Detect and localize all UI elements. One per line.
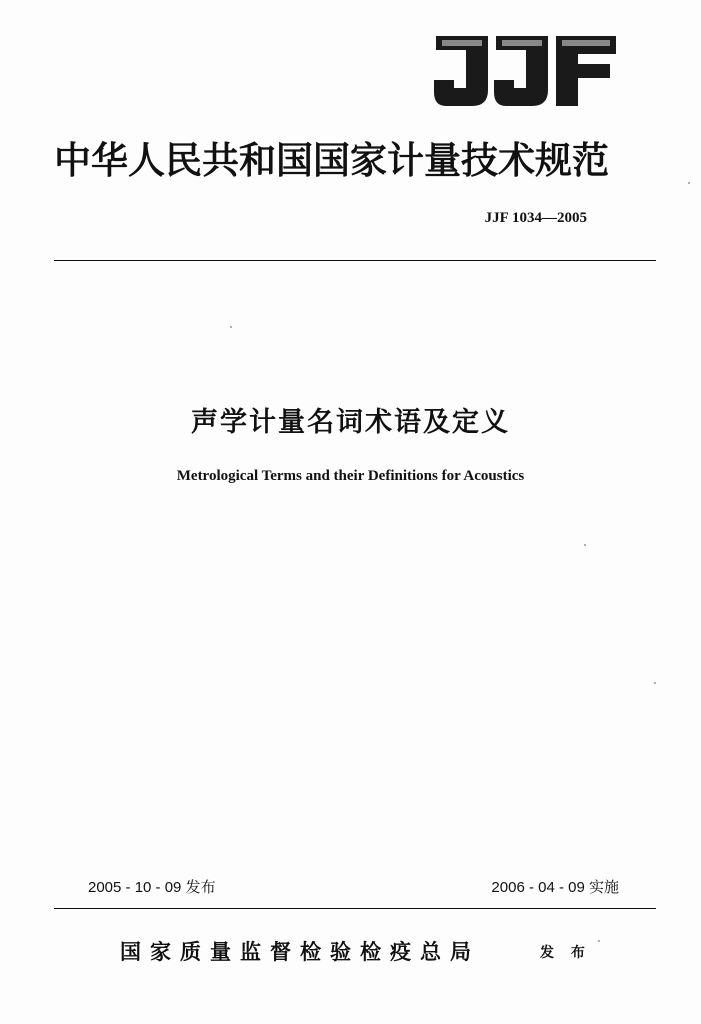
publisher-suffix: 发 布 bbox=[540, 945, 591, 961]
scan-speck bbox=[230, 326, 232, 328]
standard-code: JJF 1034—2005 bbox=[484, 210, 587, 226]
implementation-date: 2006 - 04 - 09 实施 bbox=[491, 879, 619, 896]
footer-divider bbox=[54, 908, 656, 909]
scan-speck bbox=[688, 182, 690, 184]
scan-speck bbox=[598, 940, 600, 942]
jjf-logo bbox=[432, 32, 618, 110]
standard-series-title: 中华人民共和国国家计量技术规范 bbox=[54, 138, 609, 182]
header-divider bbox=[54, 260, 656, 261]
publisher-name: 国家质量监督检验检疫总局 bbox=[120, 939, 480, 964]
document-title-chinese: 声学计量名词术语及定义 bbox=[191, 407, 510, 438]
document-title-english: Metrological Terms and their Definitions for Acoustics bbox=[176, 468, 525, 484]
jjf-logo-graphic bbox=[432, 32, 618, 110]
issue-date: 2005 - 10 - 09 发布 bbox=[88, 879, 216, 896]
scan-speck bbox=[654, 682, 656, 684]
scan-speck bbox=[584, 544, 586, 546]
